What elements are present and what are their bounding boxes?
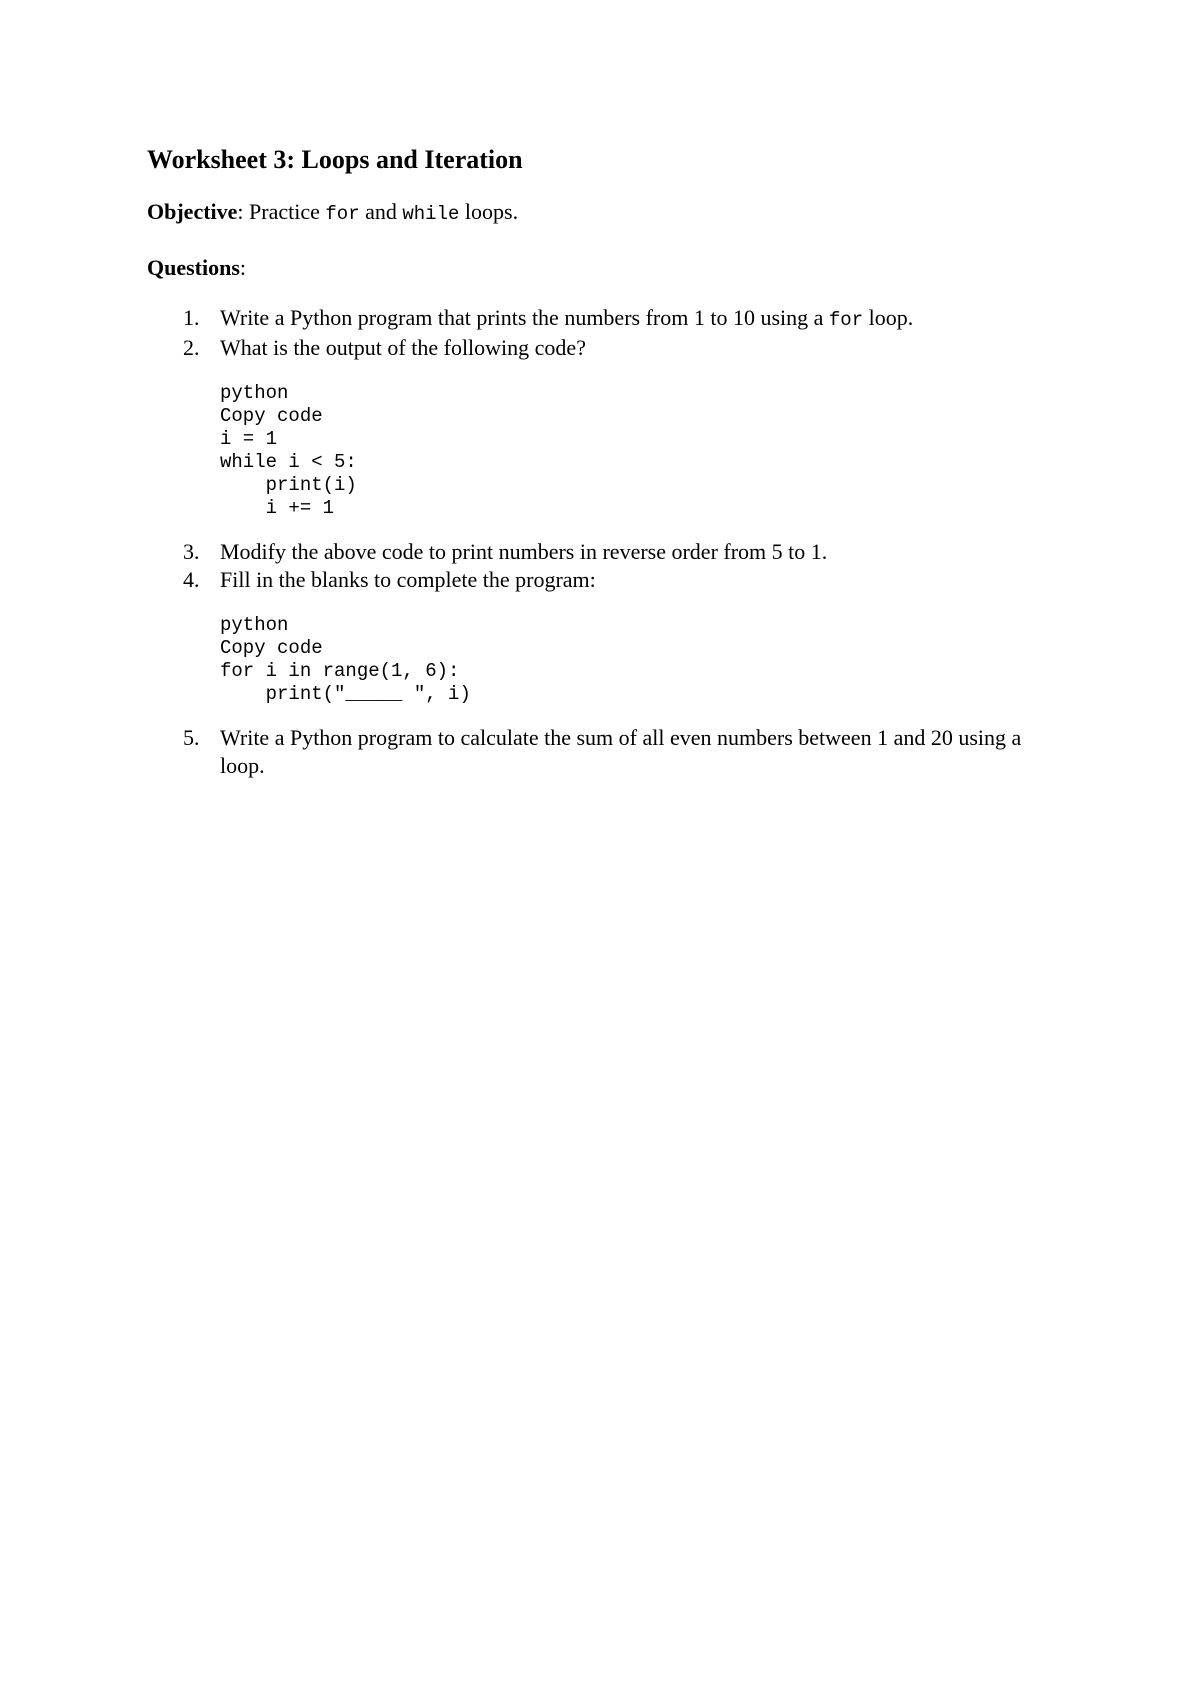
question-item-3: [147, 538, 1047, 566]
question-number: 4.: [183, 567, 200, 592]
question-inline-code: for: [828, 309, 864, 331]
question-number: 5.: [183, 725, 200, 750]
code-block-question-4: python Copy code for i in range(1, 6): print("_____ ", i): [220, 614, 471, 705]
question-item-5: [147, 724, 1047, 780]
question-item-2: [147, 334, 1047, 362]
questions-heading: [147, 254, 1047, 282]
objective-label: Objective: [147, 199, 238, 224]
question-text: Modify the above code to print numbers in reverse order from 5 to 1.: [220, 539, 828, 564]
objective-text-before: Practice: [249, 199, 326, 224]
questions-list: [147, 304, 1047, 780]
question-text-before: Write a Python program that prints the numbers from 1 to 10 using a: [220, 305, 829, 330]
objective-text-after: loops.: [459, 199, 519, 224]
worksheet-content: [147, 144, 1047, 780]
question-text-after: loop.: [863, 305, 914, 330]
question-text: What is the output of the following code?: [220, 335, 586, 360]
worksheet-title: Worksheet 3: Loops and Iteration: [147, 145, 523, 174]
questions-heading-label: Questions: [147, 255, 240, 280]
objective-separator: :: [237, 199, 250, 224]
question-item-1: [147, 304, 1047, 334]
question-number: 2.: [183, 335, 200, 360]
objective-text-and: and: [359, 199, 403, 224]
question-item-4: [147, 566, 1047, 594]
question-text: Fill in the blanks to complete the program:: [220, 567, 596, 592]
objective-paragraph: [147, 198, 1047, 228]
question-number: 3.: [183, 539, 200, 564]
question-text: Write a Python program to calculate the sum of all even numbers between 1 and 20 using a loop.: [220, 725, 1022, 778]
objective-code-for: for: [325, 203, 360, 225]
code-block-question-2: python Copy code i = 1 while i < 5: print(i) i += 1: [220, 382, 357, 519]
questions-heading-separator: :: [239, 255, 247, 280]
question-number: 1.: [183, 305, 200, 330]
objective-code-while: while: [402, 203, 460, 225]
